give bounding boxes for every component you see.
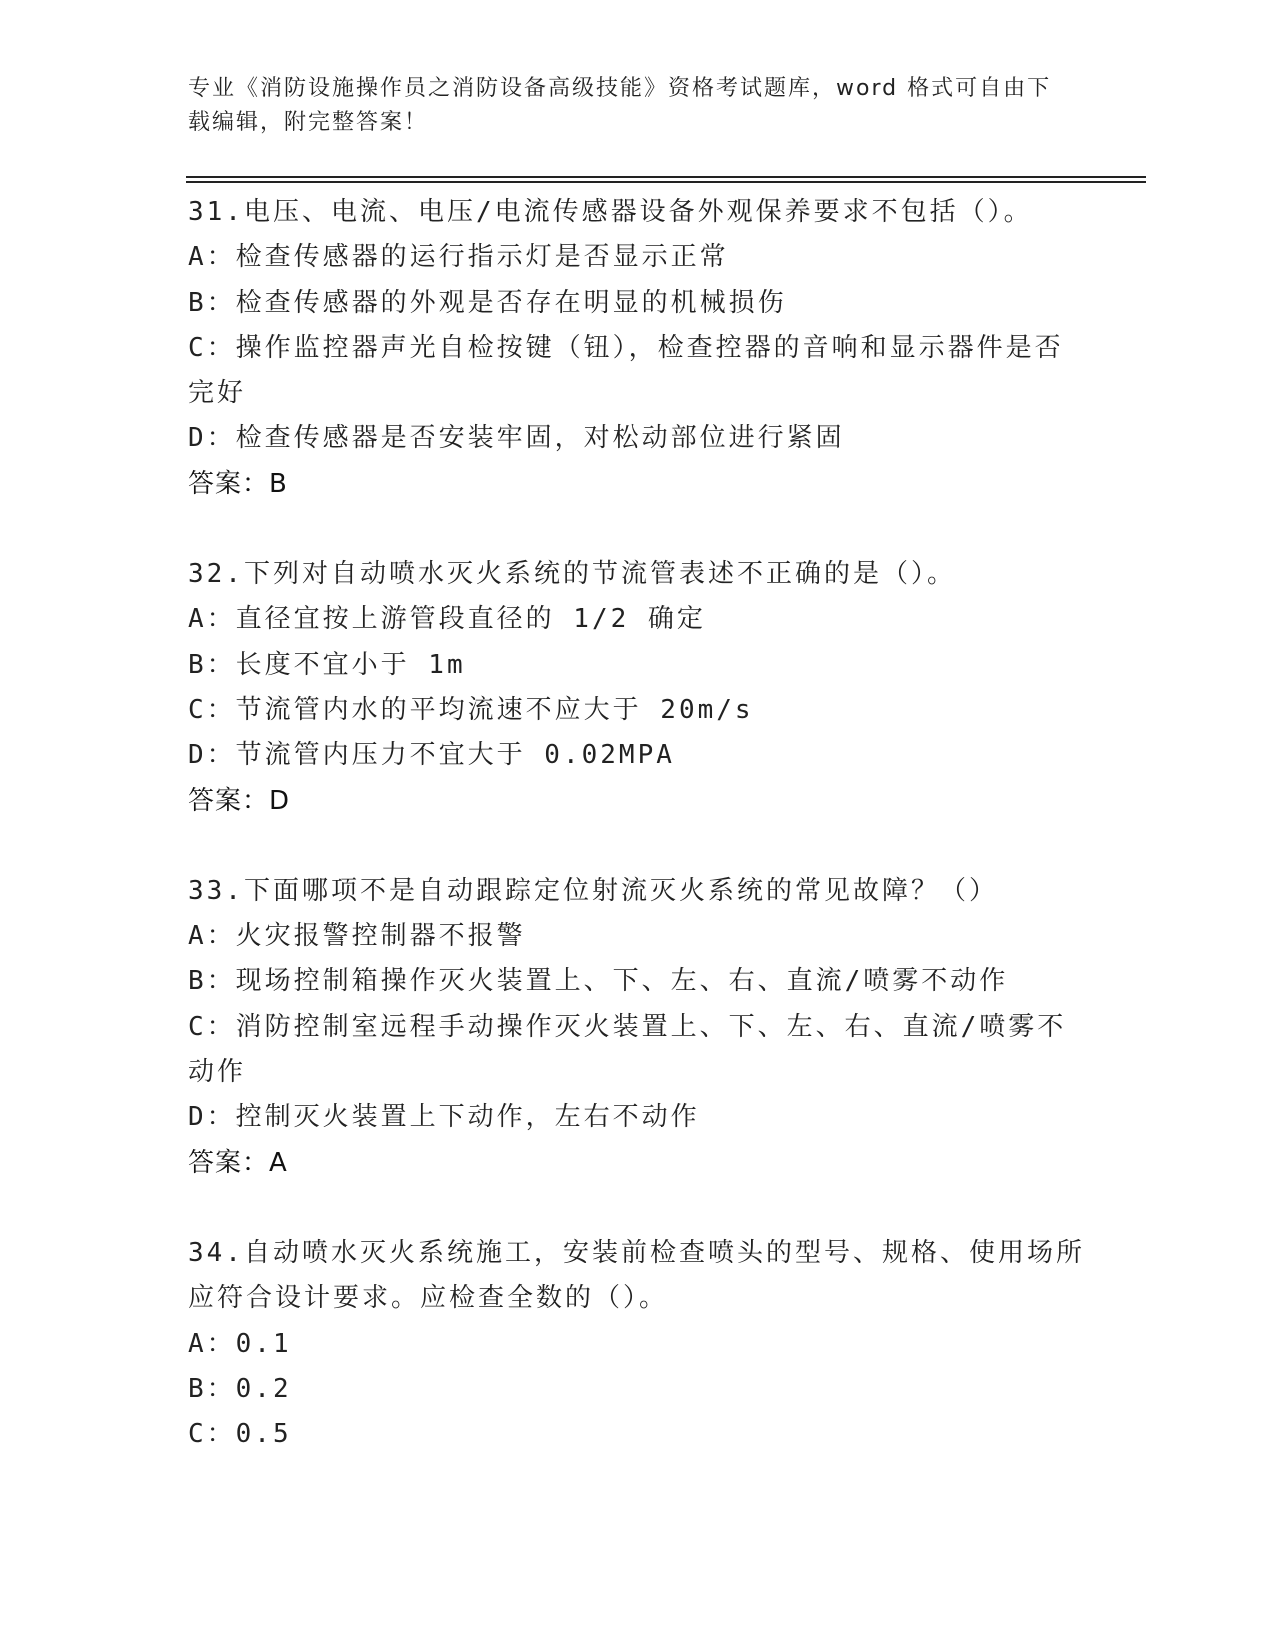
option-a: A：火灾报警控制器不报警 — [188, 921, 526, 952]
question-spacer — [188, 507, 1088, 552]
question-31 — [188, 190, 1088, 507]
answer: 答案：B — [188, 468, 288, 499]
question-spacer — [188, 1186, 1088, 1231]
question-34 — [188, 1231, 1088, 1457]
option-c: C：操作监控器声光自检按键（钮），检查控器的音响和显示器件是否完好 — [188, 332, 1064, 409]
option-a: A：0.1 — [188, 1328, 292, 1359]
question-32 — [188, 552, 1088, 824]
answer: 答案：D — [188, 785, 291, 816]
question-stem: 32.下列对自动喷水灭火系统的节流管表述不正确的是（）。 — [188, 559, 956, 590]
header-line-1: 专业《消防设施操作员之消防设备高级技能》资格考试题库，word 格式可自由下 — [188, 76, 1052, 101]
question-list — [188, 190, 1088, 1457]
option-d: D：控制灭火装置上下动作，左右不动作 — [188, 1102, 700, 1133]
option-b: B：0.2 — [188, 1373, 292, 1404]
option-c: C：0.5 — [188, 1419, 292, 1450]
option-b: B：现场控制箱操作灭火装置上、下、左、右、直流/喷雾不动作 — [188, 966, 1009, 997]
option-d: D：节流管内压力不宜大于 0.02MPA — [188, 740, 675, 771]
option-c: C：节流管内水的平均流速不应大于 20m/s — [188, 694, 754, 725]
question-33 — [188, 869, 1088, 1186]
option-c: C：消防控制室远程手动操作灭火装置上、下、左、右、直流/喷雾不动作 — [188, 1011, 1067, 1088]
header-line-2: 载编辑，附完整答案！ — [188, 110, 429, 135]
header-divider-bottom — [186, 181, 1146, 183]
option-b: B：长度不宜小于 1m — [188, 649, 466, 680]
question-spacer — [188, 824, 1088, 869]
document-header — [188, 72, 1088, 140]
question-stem: 34.自动喷水灭火系统施工，安装前检查喷头的型号、规格、使用场所应符合设计要求。应检查全数的（）。 — [188, 1237, 1085, 1314]
option-a: A：检查传感器的运行指示灯是否显示正常 — [188, 242, 729, 273]
question-stem: 31.电压、电流、电压/电流传感器设备外观保养要求不包括（）。 — [188, 197, 1033, 227]
option-a: A：直径宜按上游管段直径的 1/2 确定 — [188, 604, 706, 635]
answer: 答案：A — [188, 1147, 288, 1178]
option-b: B：检查传感器的外观是否存在明显的机械损伤 — [188, 287, 787, 318]
option-d: D：检查传感器是否安装牢固，对松动部位进行紧固 — [188, 423, 845, 454]
header-divider-top — [186, 176, 1146, 178]
question-stem: 33.下面哪项不是自动跟踪定位射流灭火系统的常见故障？（） — [188, 875, 998, 906]
